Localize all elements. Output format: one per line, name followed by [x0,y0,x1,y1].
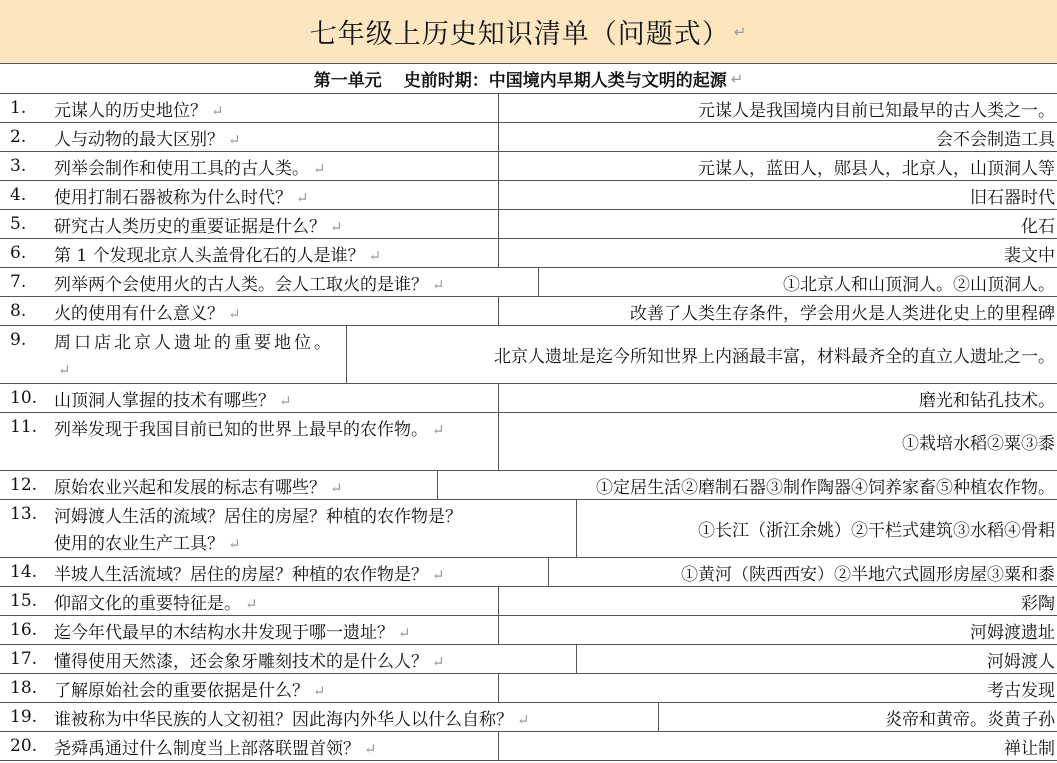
paragraph-mark-icon: ↵ [330,218,343,236]
question-cell: 谁被称为中华民族的人文初祖？因此海内外华人以什么自称？ ↵ [54,710,530,730]
table-row [0,297,1057,326]
table-row [0,616,1057,645]
column-divider [498,732,499,760]
answer-cell: ①长江（浙江余姚）②干栏式建筑③水稻④骨耜 [698,521,1055,541]
column-divider [538,268,539,296]
row-number: 5. [10,214,27,234]
paragraph-mark-icon: ↵ [245,595,258,613]
answer-cell: ①黄河（陕西西安）②半地穴式圆形房屋③粟和黍 [681,564,1055,585]
row-number: 15. [10,591,38,611]
answer-cell: 北京人遗址是迄今所知世界上内涵最丰富，材料最齐全的直立人遗址之一。 [494,347,1055,367]
row-number: 12. [10,475,38,495]
column-divider [498,210,499,238]
question-cell: 元谋人的历史地位？ ↵ [54,101,224,121]
question-cell: 懂得使用天然漆，还会象牙雕刻技术的是什么人？ ↵ [54,652,445,672]
paragraph-mark-icon: ↵ [296,189,309,207]
table-row [0,94,1057,123]
table-row [0,645,1057,674]
paragraph-mark-icon: ↵ [279,392,292,410]
table-row [0,703,1057,732]
paragraph-mark-icon: ↵ [228,131,241,149]
question-cell: 原始农业兴起和发展的标志有哪些？ ↵ [54,478,343,498]
answer-cell: 元谋人，蓝田人，郧县人，北京人，山顶洞人等 [698,158,1055,179]
column-divider [576,500,577,557]
row-number: 2. [10,127,27,147]
unit-label: 第一单元 [313,71,382,91]
paragraph-mark-icon: ↵ [228,305,241,323]
table-row [0,674,1057,703]
answer-cell: 改善了人类生存条件，学会用火是人类进化史上的里程碑 [630,303,1055,324]
paragraph-mark-icon: ↵ [432,566,445,584]
question-cell: 河姆渡人生活的流域？居住的房屋？种植的农作物是？ 使用的农业生产工具？ ↵ [54,507,462,554]
answer-cell: ①定居生活②磨制石器③制作陶器④饲养家畜⑤种植农作物。 [596,477,1055,498]
question-cell: 列举两个会使用火的古人类。会人工取火的是谁？ ↵ [54,275,445,295]
column-divider [498,674,499,702]
question-cell: 了解原始社会的重要依据是什么？ ↵ [54,681,326,701]
column-divider [498,297,499,325]
answer-cell: 彩陶 [1021,593,1055,614]
row-number: 16. [10,620,38,640]
column-divider [498,152,499,180]
table-row [0,268,1057,297]
answer-cell: 磨光和钻孔技术。 [919,390,1055,411]
question-cell: 半坡人生活流域？居住的房屋？种植的农作物是？ ↵ [54,565,445,585]
paragraph-mark-icon: ↵ [364,740,377,758]
question-cell: 仰韶文化的重要特征是。 ↵ [54,594,258,614]
row-number: 1. [10,98,27,118]
table-row [0,181,1057,210]
table-row [0,732,1057,761]
column-divider [498,181,499,209]
qa-table [0,94,1057,761]
paragraph-mark-icon: ↵ [432,421,445,439]
table-row [0,123,1057,152]
answer-cell: 禅让制 [1004,738,1055,759]
row-number: 19. [10,707,38,727]
column-divider [498,413,499,470]
table-row [0,471,1057,500]
question-cell: 列举会制作和使用工具的古人类。 ↵ [54,159,326,179]
paragraph-mark-icon: ↵ [432,653,445,671]
title-bar [0,0,1057,64]
column-divider [437,471,438,499]
answer-cell: 裴文中 [1004,245,1055,266]
row-number: 18. [10,678,38,698]
table-row [0,210,1057,239]
column-divider [498,384,499,412]
row-number: 20. [10,736,38,756]
document-title: 七年级上历史知识清单（问题式） [309,19,730,50]
table-row [0,413,1057,471]
column-divider [498,616,499,644]
answer-cell: 旧石器时代 [970,187,1055,208]
answer-cell: ①栽培水稻②粟③黍 [902,434,1055,454]
column-divider [576,645,577,673]
question-cell: 周口店北京人遗址的重要地位。↵ [54,333,334,379]
table-row [0,558,1057,587]
question-cell: 研究古人类历史的重要证据是什么？ ↵ [54,217,343,237]
row-number: 4. [10,185,27,205]
table-row [0,326,1057,384]
column-divider [498,123,499,151]
row-number: 8. [10,301,27,321]
answer-cell: 化石 [1021,216,1055,237]
column-divider [548,558,549,586]
answer-cell: ①北京人和山顶洞人。②山顶洞人。 [783,274,1055,295]
paragraph-mark-icon: ↵ [211,102,224,120]
column-divider [498,94,499,122]
table-row [0,152,1057,181]
paragraph-mark-icon: ↵ [58,361,74,379]
row-number: 3. [10,156,27,176]
column-divider [658,703,659,731]
paragraph-mark-icon: ↵ [398,624,411,642]
row-number: 14. [10,562,38,582]
row-number: 9. [10,330,27,350]
question-cell: 使用打制石器被称为什么时代？ ↵ [54,188,309,208]
question-cell: 火的使用有什么意义？ ↵ [54,304,241,324]
row-number: 10. [10,388,38,408]
answer-cell: 考古发现 [987,680,1055,701]
answer-cell: 河姆渡人 [987,651,1055,672]
paragraph-mark-icon: ↵ [313,160,326,178]
question-cell: 迄今年代最早的木结构水井发现于哪一遗址？ ↵ [54,623,411,643]
answer-cell: 会不会制造工具 [936,129,1055,150]
question-cell: 山顶洞人掌握的技术有哪些？ ↵ [54,391,292,411]
unit-name: 史前时期：中国境内早期人类与文明的起源 [403,71,727,91]
table-row [0,500,1057,558]
row-number: 17. [10,649,38,669]
column-divider [498,587,499,615]
table-row [0,587,1057,616]
row-number: 13. [10,504,38,524]
answer-cell: 元谋人是我国境内目前已知最早的古人类之一。 [698,100,1055,121]
answer-cell: 河姆渡遗址 [970,622,1055,643]
paragraph-mark-icon: ↵ [432,276,445,294]
column-divider [498,239,499,267]
table-row [0,384,1057,413]
table-row [0,239,1057,268]
question-cell: 尧舜禹通过什么制度当上部落联盟首领？ ↵ [54,739,377,759]
row-number: 11. [10,417,38,437]
answer-cell: 炎帝和黄帝。炎黄子孙 [885,709,1055,730]
paragraph-mark-icon: ↵ [730,69,744,88]
question-cell: 第 1 个发现北京人头盖骨化石的人是谁？ ↵ [54,246,382,266]
paragraph-mark-icon: ↵ [228,535,241,553]
column-divider [346,326,347,383]
row-number: 7. [10,272,27,292]
paragraph-mark-icon: ↵ [733,22,748,41]
paragraph-mark-icon: ↵ [368,247,382,265]
row-number: 6. [10,243,27,263]
paragraph-mark-icon: ↵ [517,711,530,729]
paragraph-mark-icon: ↵ [313,682,326,700]
question-cell: 人与动物的最大区别？ ↵ [54,130,241,150]
paragraph-mark-icon: ↵ [330,479,343,497]
question-cell: 列举发现于我国目前已知的世界上最早的农作物。 ↵ [54,420,445,440]
unit-heading [0,64,1057,94]
